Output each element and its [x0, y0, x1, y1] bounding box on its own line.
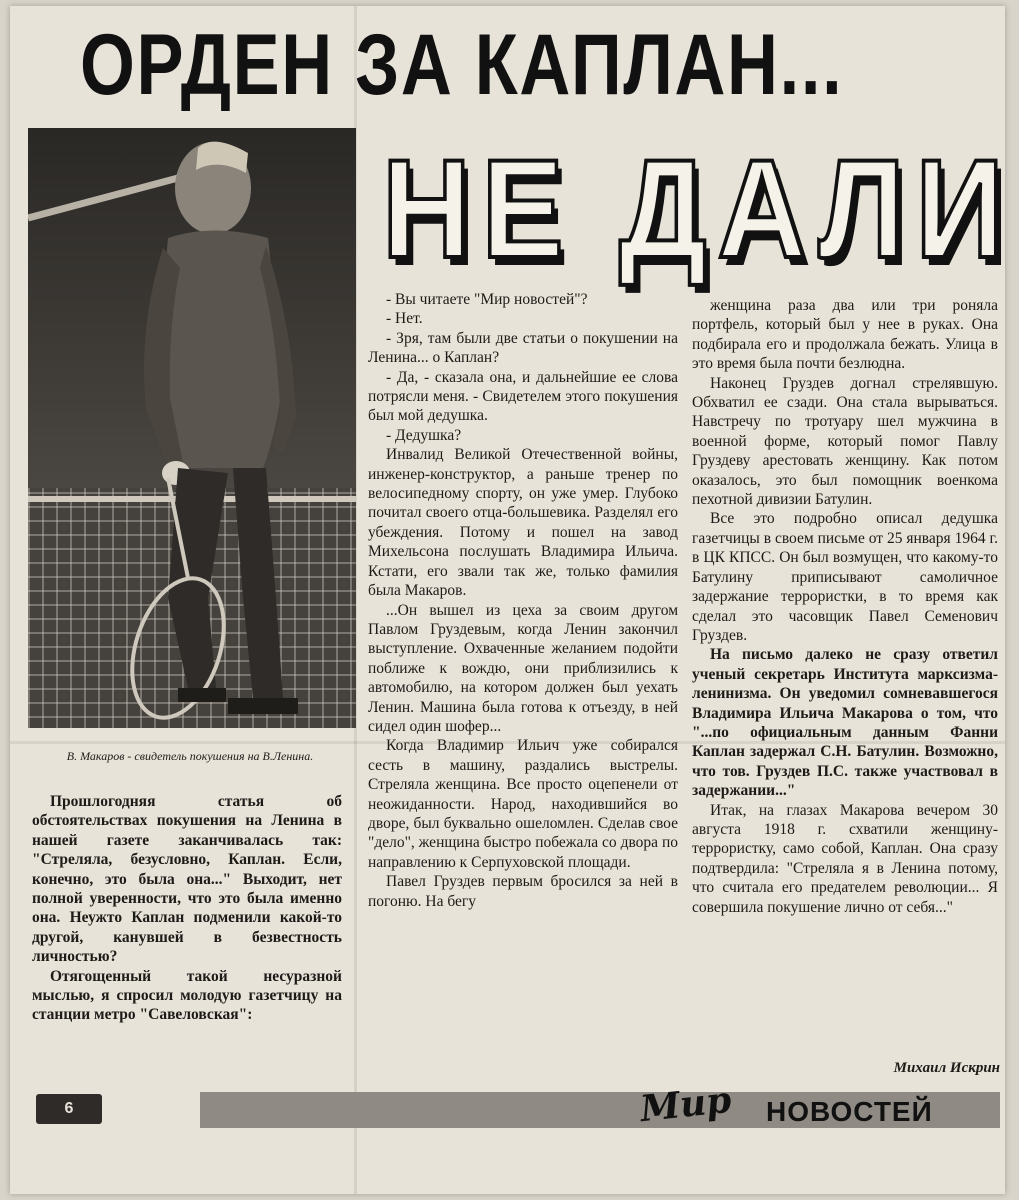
newspaper-clipping — [10, 6, 1015, 1194]
article-column-2 — [368, 290, 678, 911]
headline-line-1: ОРДЕН ЗА КАПЛАН... — [80, 17, 844, 113]
photo-caption: В. Макаров - свидетель покушения на В.Ленина. — [66, 749, 314, 763]
article-paragraph: Прошлогодняя статья об обстоятельствах покушения на Ленина в нашей газете заканчивалась так: "Стреляла, безусловно, Каплан. Если, конечно, это была она..." Выходит, нет полной уверенности, что это была именно она. Неужто Каплан подменили какой-то другой, канувшей в безвестность личностью? — [32, 793, 342, 966]
article-paragraph: - Зря, там были две статьи о покушении на Ленина... о Каплан? — [368, 329, 678, 367]
article-paragraph: - Нет. — [386, 310, 423, 328]
article-paragraph: Когда Владимир Ильич уже собирался сесть в машину, раздались выстрелы. Стреляла женщина. Все просто оцепенели от неожиданности. Народ, находившийся во дворе, был буквально ошеломлен. Сделав свое "дело", женщина быстро побежала со двора по направлению к Серпуховской площади. — [368, 737, 678, 871]
page-number: 6 — [36, 1094, 102, 1124]
article-paragraph: Все это подробно описал дедушка газетчицы в своем письме от 25 января 1964 г. в ЦК КПСС. Он был возмущен, что какому-то Батулину приписывают самоличное задержание террористки, в то время как сделал это часовщик Павел Семенович Груздев. — [692, 510, 998, 644]
article-paragraph: - Вы читаете "Мир новостей"? — [386, 291, 588, 308]
article-paragraph: Инвалид Великой Отечественной войны, инженер-конструктор, а раньше тренер по велосипедному спорту, он уже умер. Глубоко почитал своего отца-большевика. Разделял его убеждения. Потому и пошел на завод Михельсона послушать Владимира Ильича. Кстати, его звали так же, только фамилия была Макаров. — [368, 446, 678, 600]
headline-line-2: НЕ ДАЛИ — [382, 130, 1015, 287]
article-paragraph: - Да, - сказала она, и дальнейшие ее слова потрясли меня. - Свидетелем этого покушения был мой дедушка. — [368, 368, 678, 425]
article-paragraph: Итак, на глазах Макарова вечером 30 августа 1918 г. схватили женщину-террористку, само собой, Каплан. Она сразу подтвердила: "Стреляла я в Ленина потому, что считала его предателем революции... Я совершила покушение лично от себя..." — [692, 801, 998, 916]
photo-person-figure — [28, 128, 356, 728]
article-paragraph: ...Он вышел из цеха за своим другом Павлом Груздевым, когда Ленин закончил выступление. Охваченные желанием подойти поближе к вождю, они приблизились к автомобилю, на котором должен был уехать Ленин. Машина была готова к отъезду, в ней сидел один шофер... — [368, 601, 678, 735]
article-paragraph: женщина раза два или три роняла портфель, который был у нее в руках. Она подбирала его и продолжала бежать. Улица в это время была почти безлюдна. — [692, 297, 998, 373]
brand-logo-script: Мир — [638, 1078, 734, 1131]
article-column-3 — [692, 296, 998, 917]
article-paragraph: Отягощенный такой несуразной мыслью, я спросил молодую газетчицу на станции метро "Савеловская": — [32, 967, 342, 1024]
article-column-1 — [32, 792, 342, 1025]
article-paragraph: Наконец Груздев догнал стрелявшую. Обхватил ее сзади. Она стала вырываться. Навстречу по тротуару шел мужчина в военной форме, который помог Павлу Груздеву арестовать женщину. Как потом оказалось, это был помощник военкома пехотной дивизии Батулин. — [692, 374, 998, 509]
article-paragraph: Павел Груздев первым бросился за ней в погоню. На бегу — [368, 873, 678, 910]
brand-logo-block: НОВОСТЕЙ — [766, 1096, 933, 1127]
author-signature: Михаил Искрин — [893, 1060, 1000, 1076]
photo-tennis-player — [28, 128, 356, 728]
article-paragraph: - Дедушка? — [386, 426, 462, 444]
article-paragraph: На письмо далеко не сразу ответил ученый секретарь Института марксизма-ленинизма. Он уведомил сомневавшегося Владимира Ильича Макарова о том, что "...по официальным данным Фанни Каплан задержал С.Н. Батулин. Возможно, что тов. Груздев П.С. также участвовал в задержании..." — [692, 646, 998, 800]
